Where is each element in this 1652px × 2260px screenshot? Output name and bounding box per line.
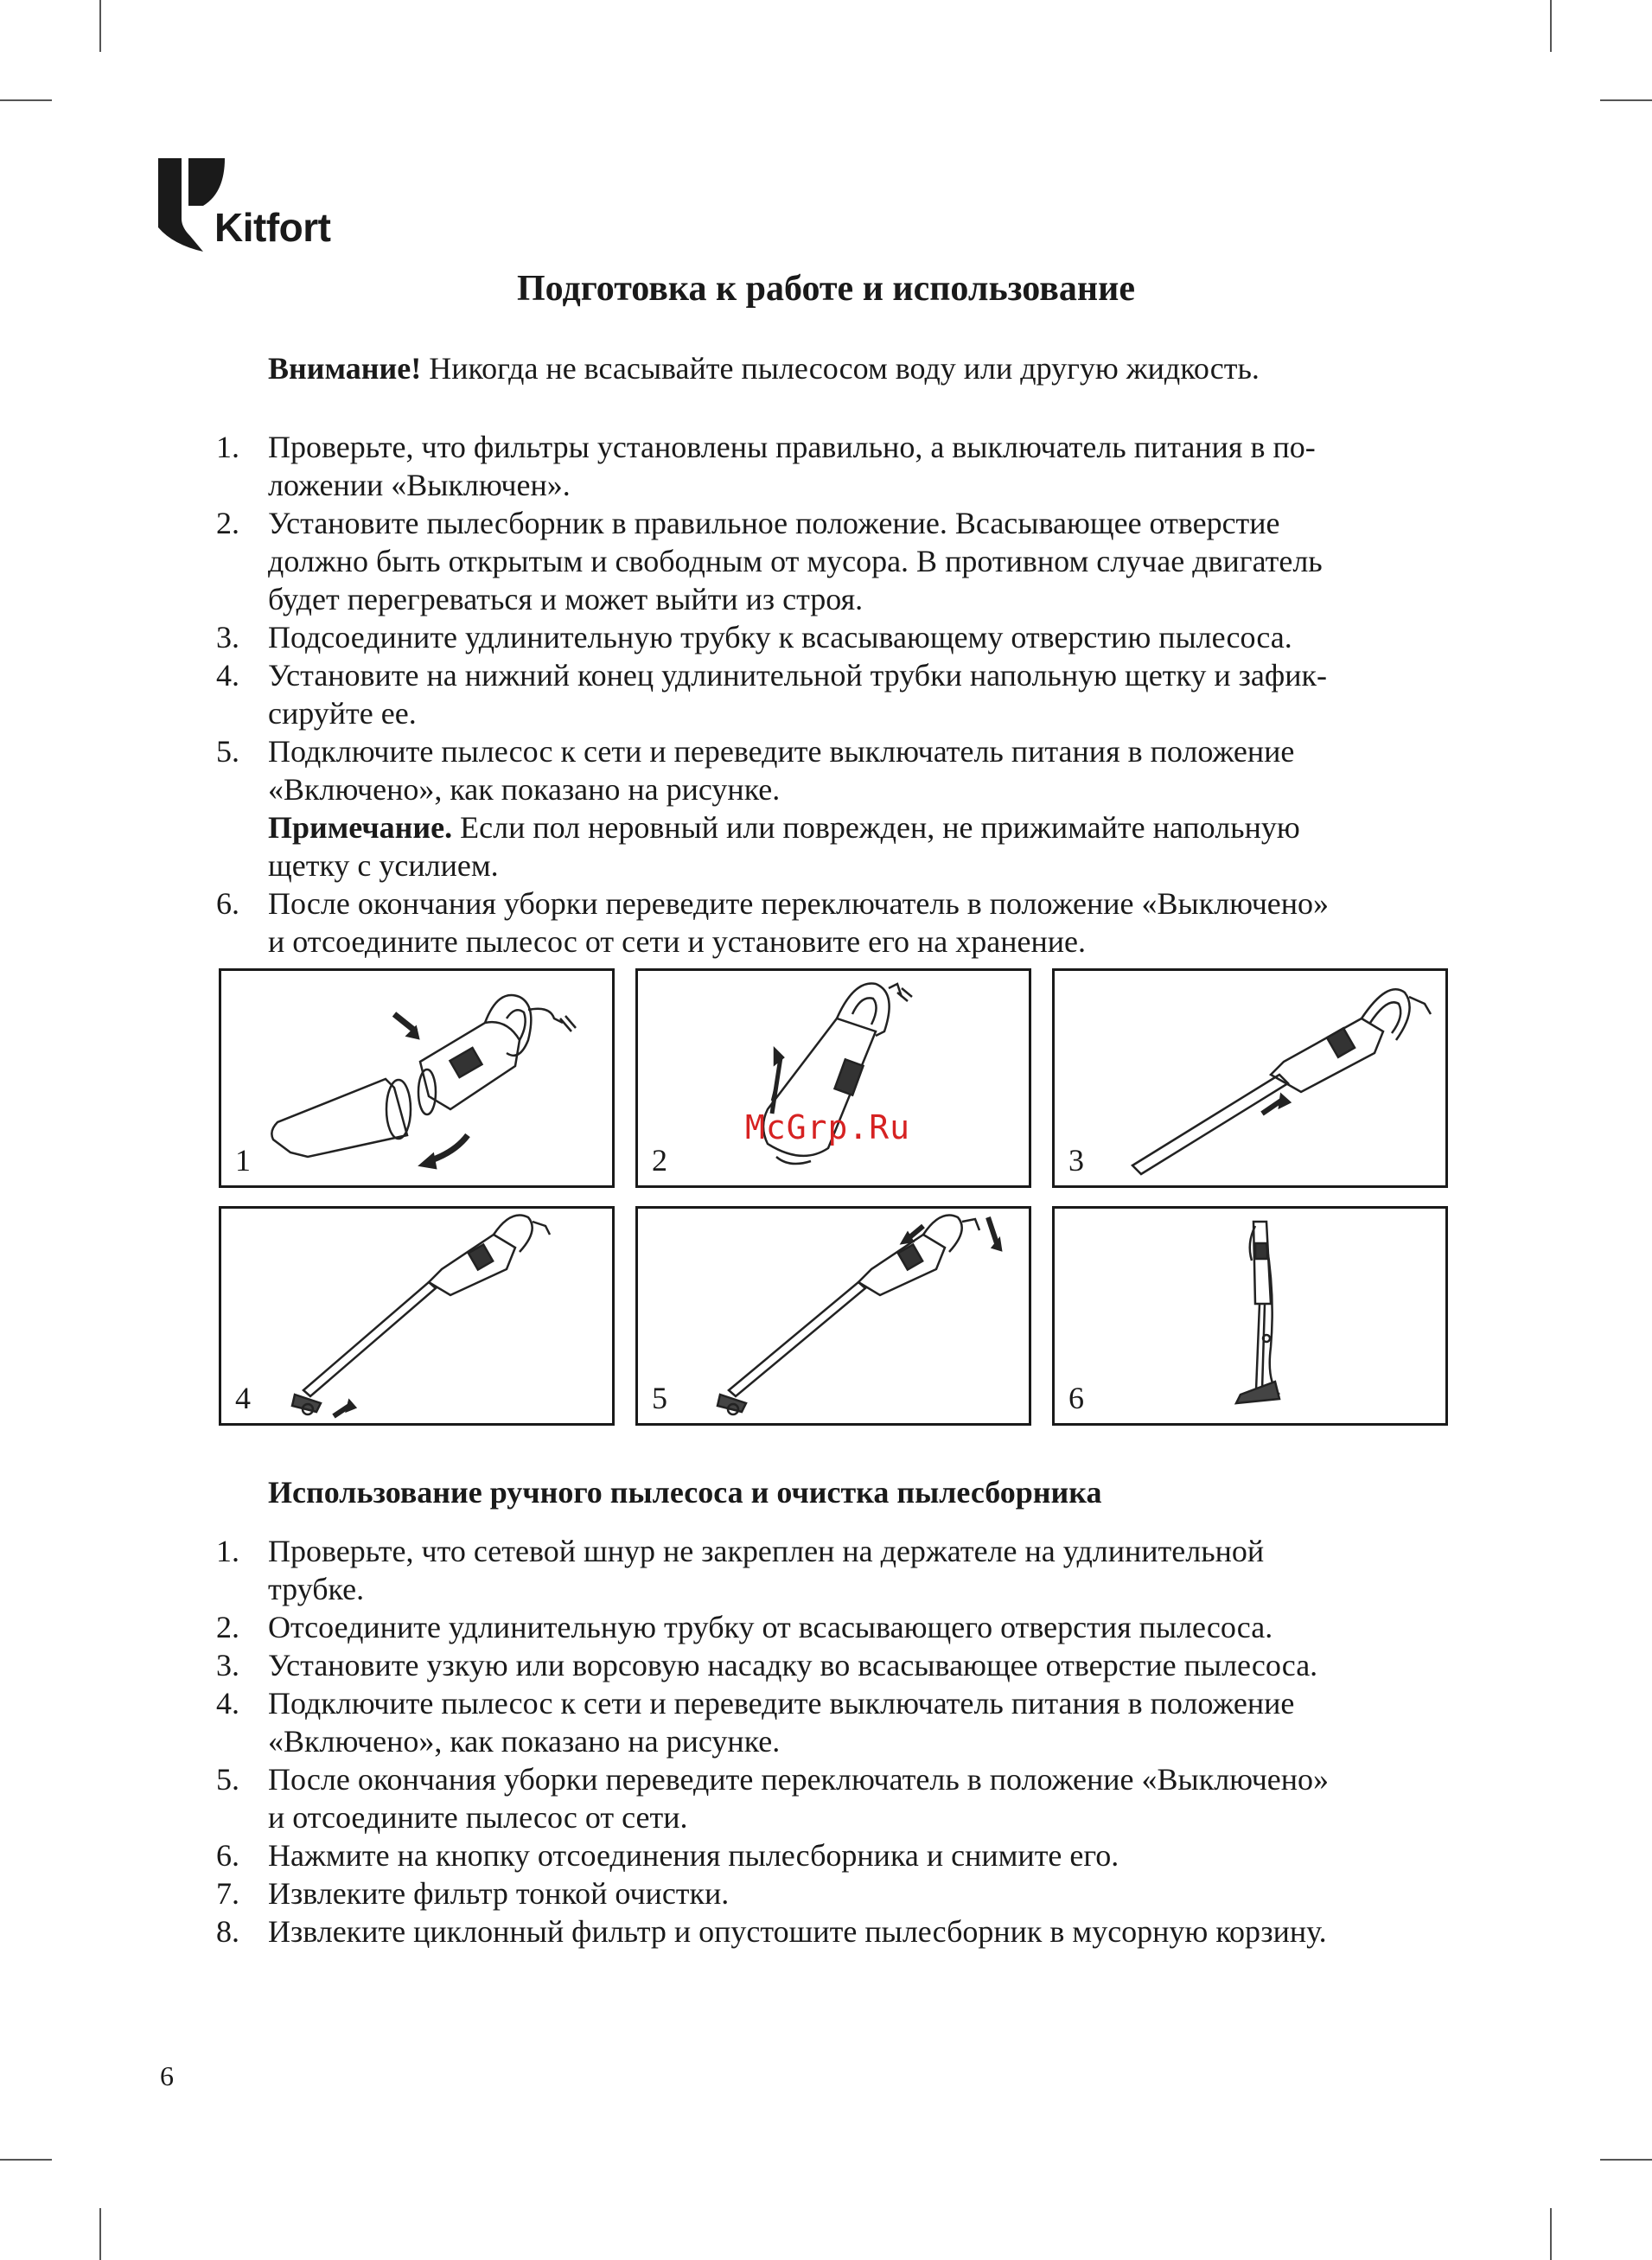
list-item [216, 732, 1452, 884]
list-item [216, 618, 1452, 656]
warning-paragraph [268, 350, 1260, 386]
crop-mark [1600, 2159, 1652, 2161]
step-line: После окончания уборки переведите переключатель в положение «Выключено» [268, 886, 1330, 921]
step-line: Проверьте, что сетевой шнур не закреплен на держателе на удлинительной [268, 1534, 1265, 1568]
step-line: Извлеките фильтр тонкой очистки. [268, 1876, 730, 1911]
step-line: должно быть открытым и свободным от мусора. В противном случае двигатель [268, 544, 1323, 578]
step-number: 1. [216, 1534, 239, 1568]
step-number: 6. [216, 1838, 239, 1873]
figure-panel-2 [635, 968, 1031, 1188]
step-number: 1. [216, 430, 239, 464]
crop-mark [0, 2159, 52, 2161]
step-line: После окончания уборки переведите переключатель в положение «Выключено» [268, 1762, 1330, 1797]
section-subtitle: Использование ручного пылесоса и очистка пылесборника [268, 1475, 1102, 1510]
step-number: 8. [216, 1914, 239, 1949]
preparation-steps [216, 428, 1452, 961]
figure-panel-6 [1052, 1206, 1448, 1426]
crop-mark [1600, 99, 1652, 101]
step-number: 5. [216, 1762, 239, 1797]
step-line: «Включено», как показано на рисунке. [268, 1724, 781, 1759]
step-line: Проверьте, что фильтры установлены правильно, а выключатель питания в по- [268, 430, 1316, 464]
step-line: и отсоедините пылесос от сети и установите его на хранение. [268, 924, 1086, 959]
watermark: McGrp.Ru [745, 1108, 911, 1146]
step-line: Подсоедините удлинительную трубку к всасывающему отверстию пылесоса. [268, 620, 1292, 654]
page-title: Подготовка к работе и использование [517, 269, 1135, 309]
step-line: сируйте ее. [268, 696, 417, 731]
step-line: Извлеките циклонный фильтр и опустошите пылесборник в мусорную корзину. [268, 1914, 1327, 1949]
figure-panel-1 [219, 968, 615, 1188]
figure-number: 6 [1068, 1381, 1084, 1415]
step-number: 2. [216, 506, 239, 540]
vacuum-with-tube-illustration [1055, 971, 1445, 1185]
list-item [216, 1760, 1452, 1836]
list-item [216, 428, 1452, 504]
step-line: Отсоедините удлинительную трубку от всасывающего отверстия пылесоса. [268, 1610, 1273, 1644]
step-line: Нажмите на кнопку отсоединения пылесборника и снимите его. [268, 1838, 1119, 1873]
vacuum-switch-on-illustration [638, 1209, 1029, 1423]
note [268, 808, 1452, 846]
vacuum-with-floor-brush-illustration [221, 1209, 612, 1423]
figure-number: 1 [235, 1143, 251, 1178]
step-line: «Включено», как показано на рисунке. [268, 772, 781, 807]
figure-number: 5 [652, 1381, 667, 1415]
brand-name: Kitfort [214, 205, 331, 250]
step-number: 3. [216, 620, 239, 654]
vacuum-assembled-illustration [638, 971, 1029, 1185]
list-item [216, 1684, 1452, 1760]
vacuum-disassembly-illustration [221, 971, 612, 1185]
step-line: и отсоедините пылесос от сети. [268, 1800, 688, 1835]
step-number: 5. [216, 734, 239, 769]
step-number: 4. [216, 1686, 239, 1721]
step-line: Установите пылесборник в правильное положение. Всасывающее отверстие [268, 506, 1280, 540]
page-number: 6 [160, 2060, 174, 2091]
crop-mark [1550, 2208, 1552, 2260]
list-item [216, 1874, 1452, 1912]
step-line: Подключите пылесос к сети и переведите выключатель питания в положение [268, 734, 1295, 769]
list-item [216, 656, 1452, 732]
list-item [216, 1532, 1452, 1608]
note-label: Примечание. [268, 810, 453, 845]
note-line: щетку с усилием. [268, 848, 499, 883]
step-number: 6. [216, 886, 239, 921]
crop-mark [1550, 0, 1552, 52]
step-number: 7. [216, 1876, 239, 1911]
figure-panel-5 [635, 1206, 1031, 1426]
step-line: Подключите пылесос к сети и переведите выключатель питания в положение [268, 1686, 1295, 1721]
step-number: 4. [216, 658, 239, 693]
note-text: Если пол неровный или поврежден, не прижимайте напольную [452, 810, 1300, 845]
crop-mark [99, 2208, 101, 2260]
list-item [216, 884, 1452, 961]
step-line: Установите на нижний конец удлинительной трубки напольную щетку и зафик- [268, 658, 1327, 693]
crop-mark [99, 0, 101, 52]
step-line: ложении «Выключен». [268, 468, 571, 502]
list-item [216, 1646, 1452, 1684]
figure-number: 2 [652, 1143, 667, 1178]
crop-mark [0, 99, 52, 101]
warning-label: Внимание! [268, 351, 422, 386]
step-line: трубке. [268, 1572, 365, 1606]
warning-text: Никогда не всасывайте пылесосом воду или другую жидкость. [421, 351, 1260, 386]
figure-number: 3 [1068, 1143, 1084, 1178]
figure-number: 4 [235, 1381, 251, 1415]
step-number: 2. [216, 1610, 239, 1644]
list-item [216, 1836, 1452, 1874]
list-item [216, 1912, 1452, 1950]
figure-panel-3 [1052, 968, 1448, 1188]
list-item [216, 1608, 1452, 1646]
handheld-steps [216, 1532, 1452, 1950]
step-line: будет перегреваться и может выйти из строя. [268, 582, 864, 616]
figure-panel-4 [219, 1206, 615, 1426]
list-item [216, 504, 1452, 618]
step-number: 3. [216, 1648, 239, 1682]
vacuum-storage-illustration [1055, 1209, 1445, 1423]
step-line: Установите узкую или ворсовую насадку во всасывающее отверстие пылесоса. [268, 1648, 1318, 1682]
